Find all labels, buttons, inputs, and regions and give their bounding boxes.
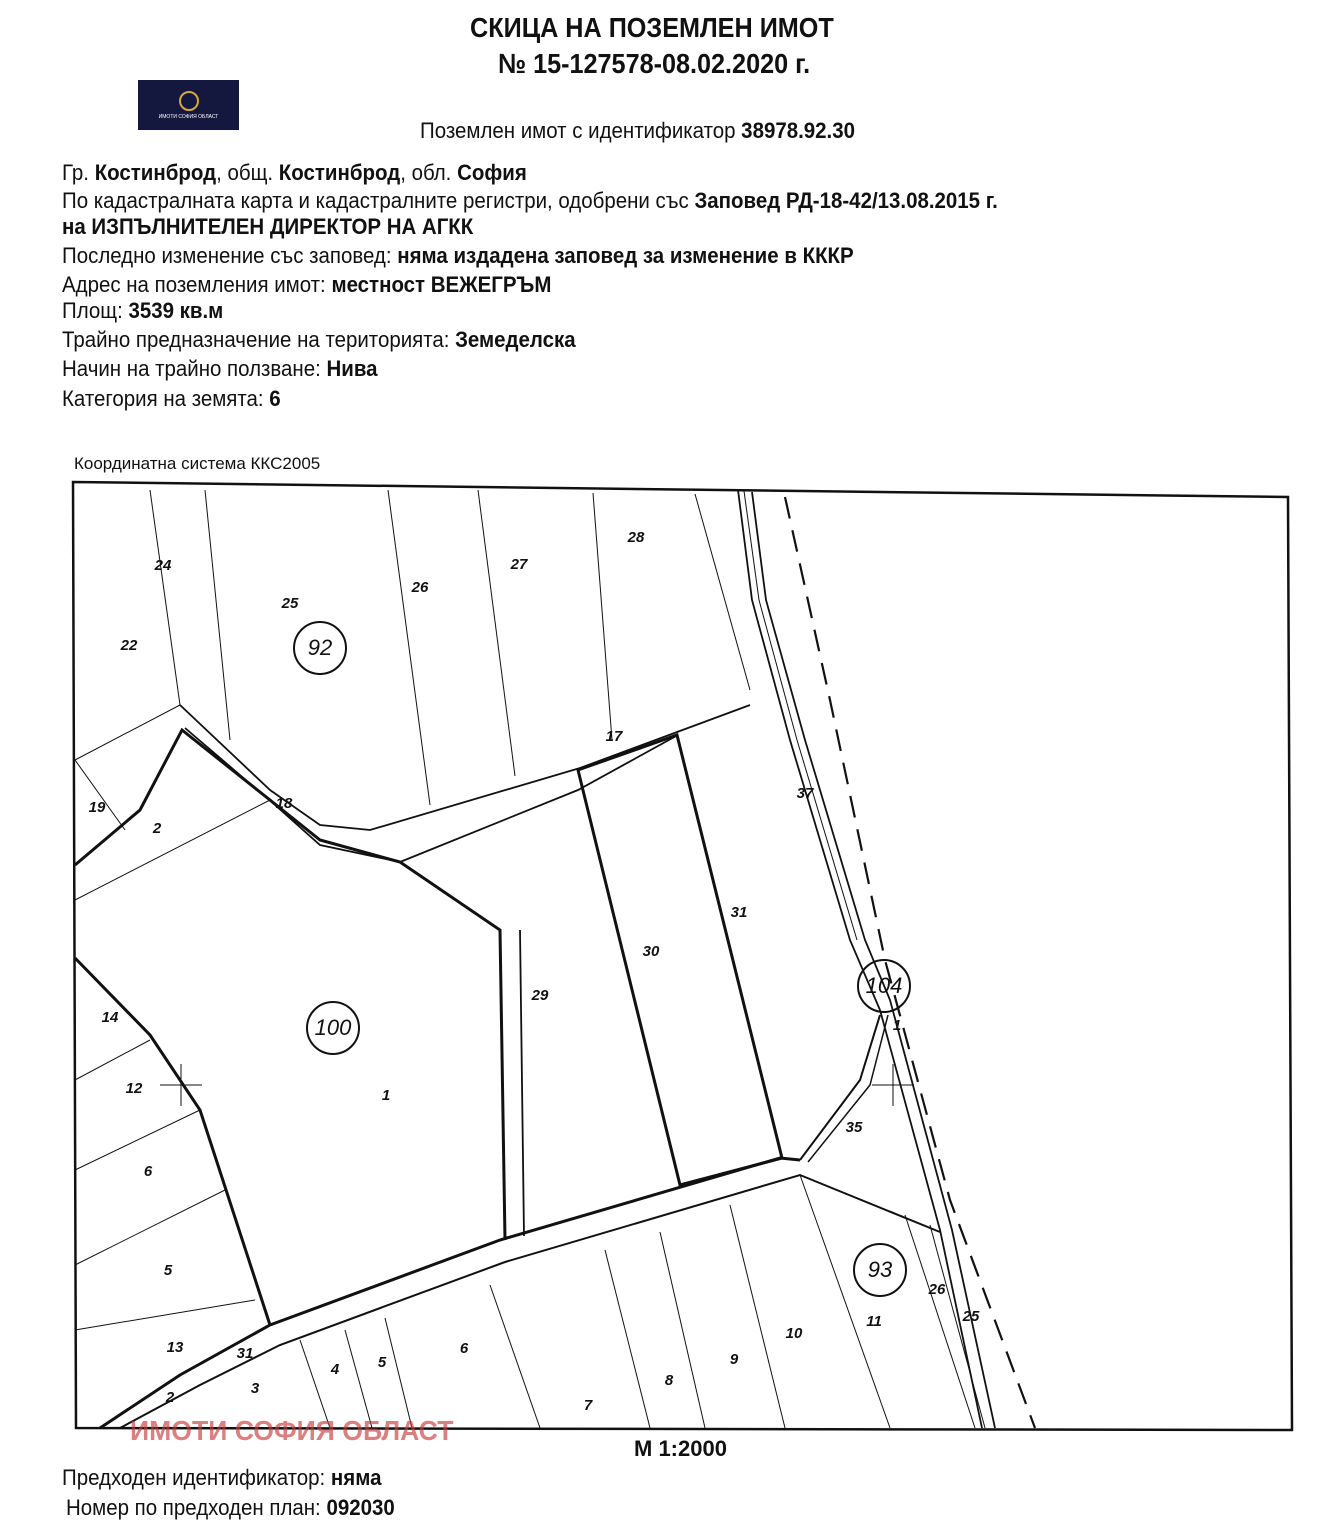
- town-prefix: Гр.: [62, 160, 89, 185]
- parcel-label: 24: [154, 557, 172, 574]
- parcel-line: [388, 490, 430, 805]
- parcel-line: [150, 490, 180, 705]
- parcel-label: 31: [730, 904, 748, 921]
- parcel-label-subject: 30: [642, 943, 660, 960]
- parcel-line: [75, 1040, 150, 1080]
- area-value: 3539 кв.м: [128, 298, 224, 323]
- road-north-edge-2: [185, 728, 678, 862]
- parcel-label: 11: [866, 1313, 882, 1330]
- order-issuer: на ИЗПЪЛНИТЕЛЕН ДИРЕКТОР НА АГКК: [62, 214, 474, 239]
- region-prefix: , обл.: [400, 160, 452, 185]
- identifier-label: Поземлен имот с идентификатор: [420, 118, 736, 143]
- map-frame: [73, 482, 1292, 1430]
- previous-identifier-label: Предходен идентификатор:: [62, 1465, 326, 1490]
- logo-text: ИМОТИ СОФИЯ ОБЛАСТ: [158, 113, 219, 120]
- municipality: Костинброд: [278, 160, 401, 185]
- parcel-label: 4: [330, 1361, 340, 1378]
- map-scale: М 1:2000: [634, 1436, 727, 1461]
- identifier-value: 38978.92.30: [741, 118, 855, 143]
- parcel-label: 35: [845, 1119, 863, 1136]
- town: Костинброд: [94, 160, 217, 185]
- parcel-line: [75, 760, 125, 830]
- road-south-edge-1: [100, 1158, 800, 1428]
- document-title: СКИЦА НА ПОЗЕМЛЕН ИМОТ: [470, 12, 834, 43]
- parcel-label: 14: [101, 1009, 119, 1026]
- usage-label: Начин на трайно ползване:: [62, 356, 321, 381]
- previous-identifier-line: [62, 1465, 381, 1490]
- parcel-label: 6: [459, 1340, 469, 1357]
- block-number-92: 92: [293, 621, 347, 675]
- document-number: № 15-127578-08.02.2020 г.: [498, 48, 811, 79]
- parcel-label: 25: [962, 1308, 980, 1325]
- parcel-line: [490, 1285, 540, 1428]
- address-value: местност ВЕЖЕГРЪМ: [331, 272, 552, 297]
- parcel-30-boundary: [578, 735, 782, 1185]
- parcel-line: [660, 1232, 705, 1428]
- parcel-label: 8: [664, 1372, 674, 1389]
- parcel-label: 27: [510, 556, 528, 573]
- parcel-label: 18: [275, 795, 293, 812]
- parcel-label: 22: [120, 637, 138, 654]
- parcel-label: 9: [729, 1351, 739, 1368]
- watermark: ИМОТИ СОФИЯ ОБЛАСТ: [130, 1415, 454, 1446]
- previous-plan-value: 092030: [326, 1495, 395, 1520]
- purpose-value: Земеделска: [455, 327, 576, 352]
- parcel-label: 19: [88, 799, 106, 816]
- road-29-edge: [520, 930, 524, 1236]
- purpose-label: Трайно предназначение на територията:: [62, 327, 450, 352]
- previous-identifier-value: няма: [330, 1465, 382, 1490]
- parcel-line: [593, 493, 612, 740]
- parcel-line: [800, 1175, 890, 1428]
- road-north-edge-1: [180, 705, 750, 830]
- parcel-label: 5: [377, 1354, 387, 1371]
- parcel-line: [75, 1300, 255, 1330]
- road-35-edge-2: [808, 1015, 888, 1162]
- previous-plan-line: [66, 1495, 395, 1520]
- category-value: 6: [269, 386, 281, 411]
- parcel-label: 29: [531, 987, 549, 1004]
- cadastre-text: По кадастралната карта и кадастралните регистри, одобрени със: [62, 188, 689, 213]
- last-change-label: Последно изменение със заповед:: [62, 243, 392, 268]
- parcel-line: [605, 1250, 650, 1428]
- parcel-line: [385, 1318, 412, 1428]
- usage-value: Нива: [326, 356, 378, 381]
- parcel-label: 13: [166, 1339, 184, 1356]
- parcel-label: 2: [152, 820, 162, 837]
- parcel-line: [75, 705, 180, 760]
- parcel-label: 37: [796, 785, 814, 802]
- parcel-label: 17: [605, 728, 623, 745]
- parcel-label: 2: [165, 1389, 175, 1406]
- category-label: Категория на земята:: [62, 386, 264, 411]
- parcel-label: 31: [236, 1345, 254, 1362]
- parcel-label: 26: [928, 1281, 946, 1298]
- parcel-line: [205, 490, 230, 740]
- area-label: Площ:: [62, 298, 123, 323]
- crosshair-marker: [160, 1064, 202, 1106]
- block-number-100: 100: [306, 1001, 360, 1055]
- parcel-label: 25: [281, 595, 299, 612]
- parcel-label: 28: [627, 529, 645, 546]
- region: София: [457, 160, 527, 185]
- parcel-label: 5: [163, 1262, 173, 1279]
- parcel-line: [75, 1190, 225, 1265]
- municipality-prefix: , общ.: [216, 160, 274, 185]
- parcel-label: 7: [583, 1397, 593, 1414]
- parcel-line: [730, 1205, 785, 1428]
- parcel-line: [478, 490, 515, 776]
- dashed-boundary: [785, 497, 1035, 1428]
- crosshair-marker: [872, 1064, 914, 1106]
- block-number-104: 104: [857, 959, 911, 1013]
- address-label: Адрес на поземления имот:: [62, 272, 326, 297]
- parcel-label: 1: [381, 1087, 391, 1104]
- previous-plan-label: Номер по предходен план:: [66, 1495, 321, 1520]
- coordinate-system: Координатна система ККС2005: [74, 454, 321, 473]
- parcel-label: 10: [785, 1325, 803, 1342]
- last-change-value: няма издадена заповед за изменение в КККР: [397, 243, 854, 268]
- parcel-label: 3: [250, 1380, 260, 1397]
- parcel-label: 6: [143, 1163, 153, 1180]
- order: Заповед РД-18-42/13.08.2015 г.: [694, 188, 998, 213]
- parcel-label: 1: [892, 1017, 902, 1034]
- parcel-line: [345, 1330, 372, 1428]
- block-number-93: 93: [853, 1243, 907, 1297]
- parcel-line: [75, 1110, 200, 1170]
- parcel-label: 26: [411, 579, 429, 596]
- parcel-label: 12: [125, 1080, 143, 1097]
